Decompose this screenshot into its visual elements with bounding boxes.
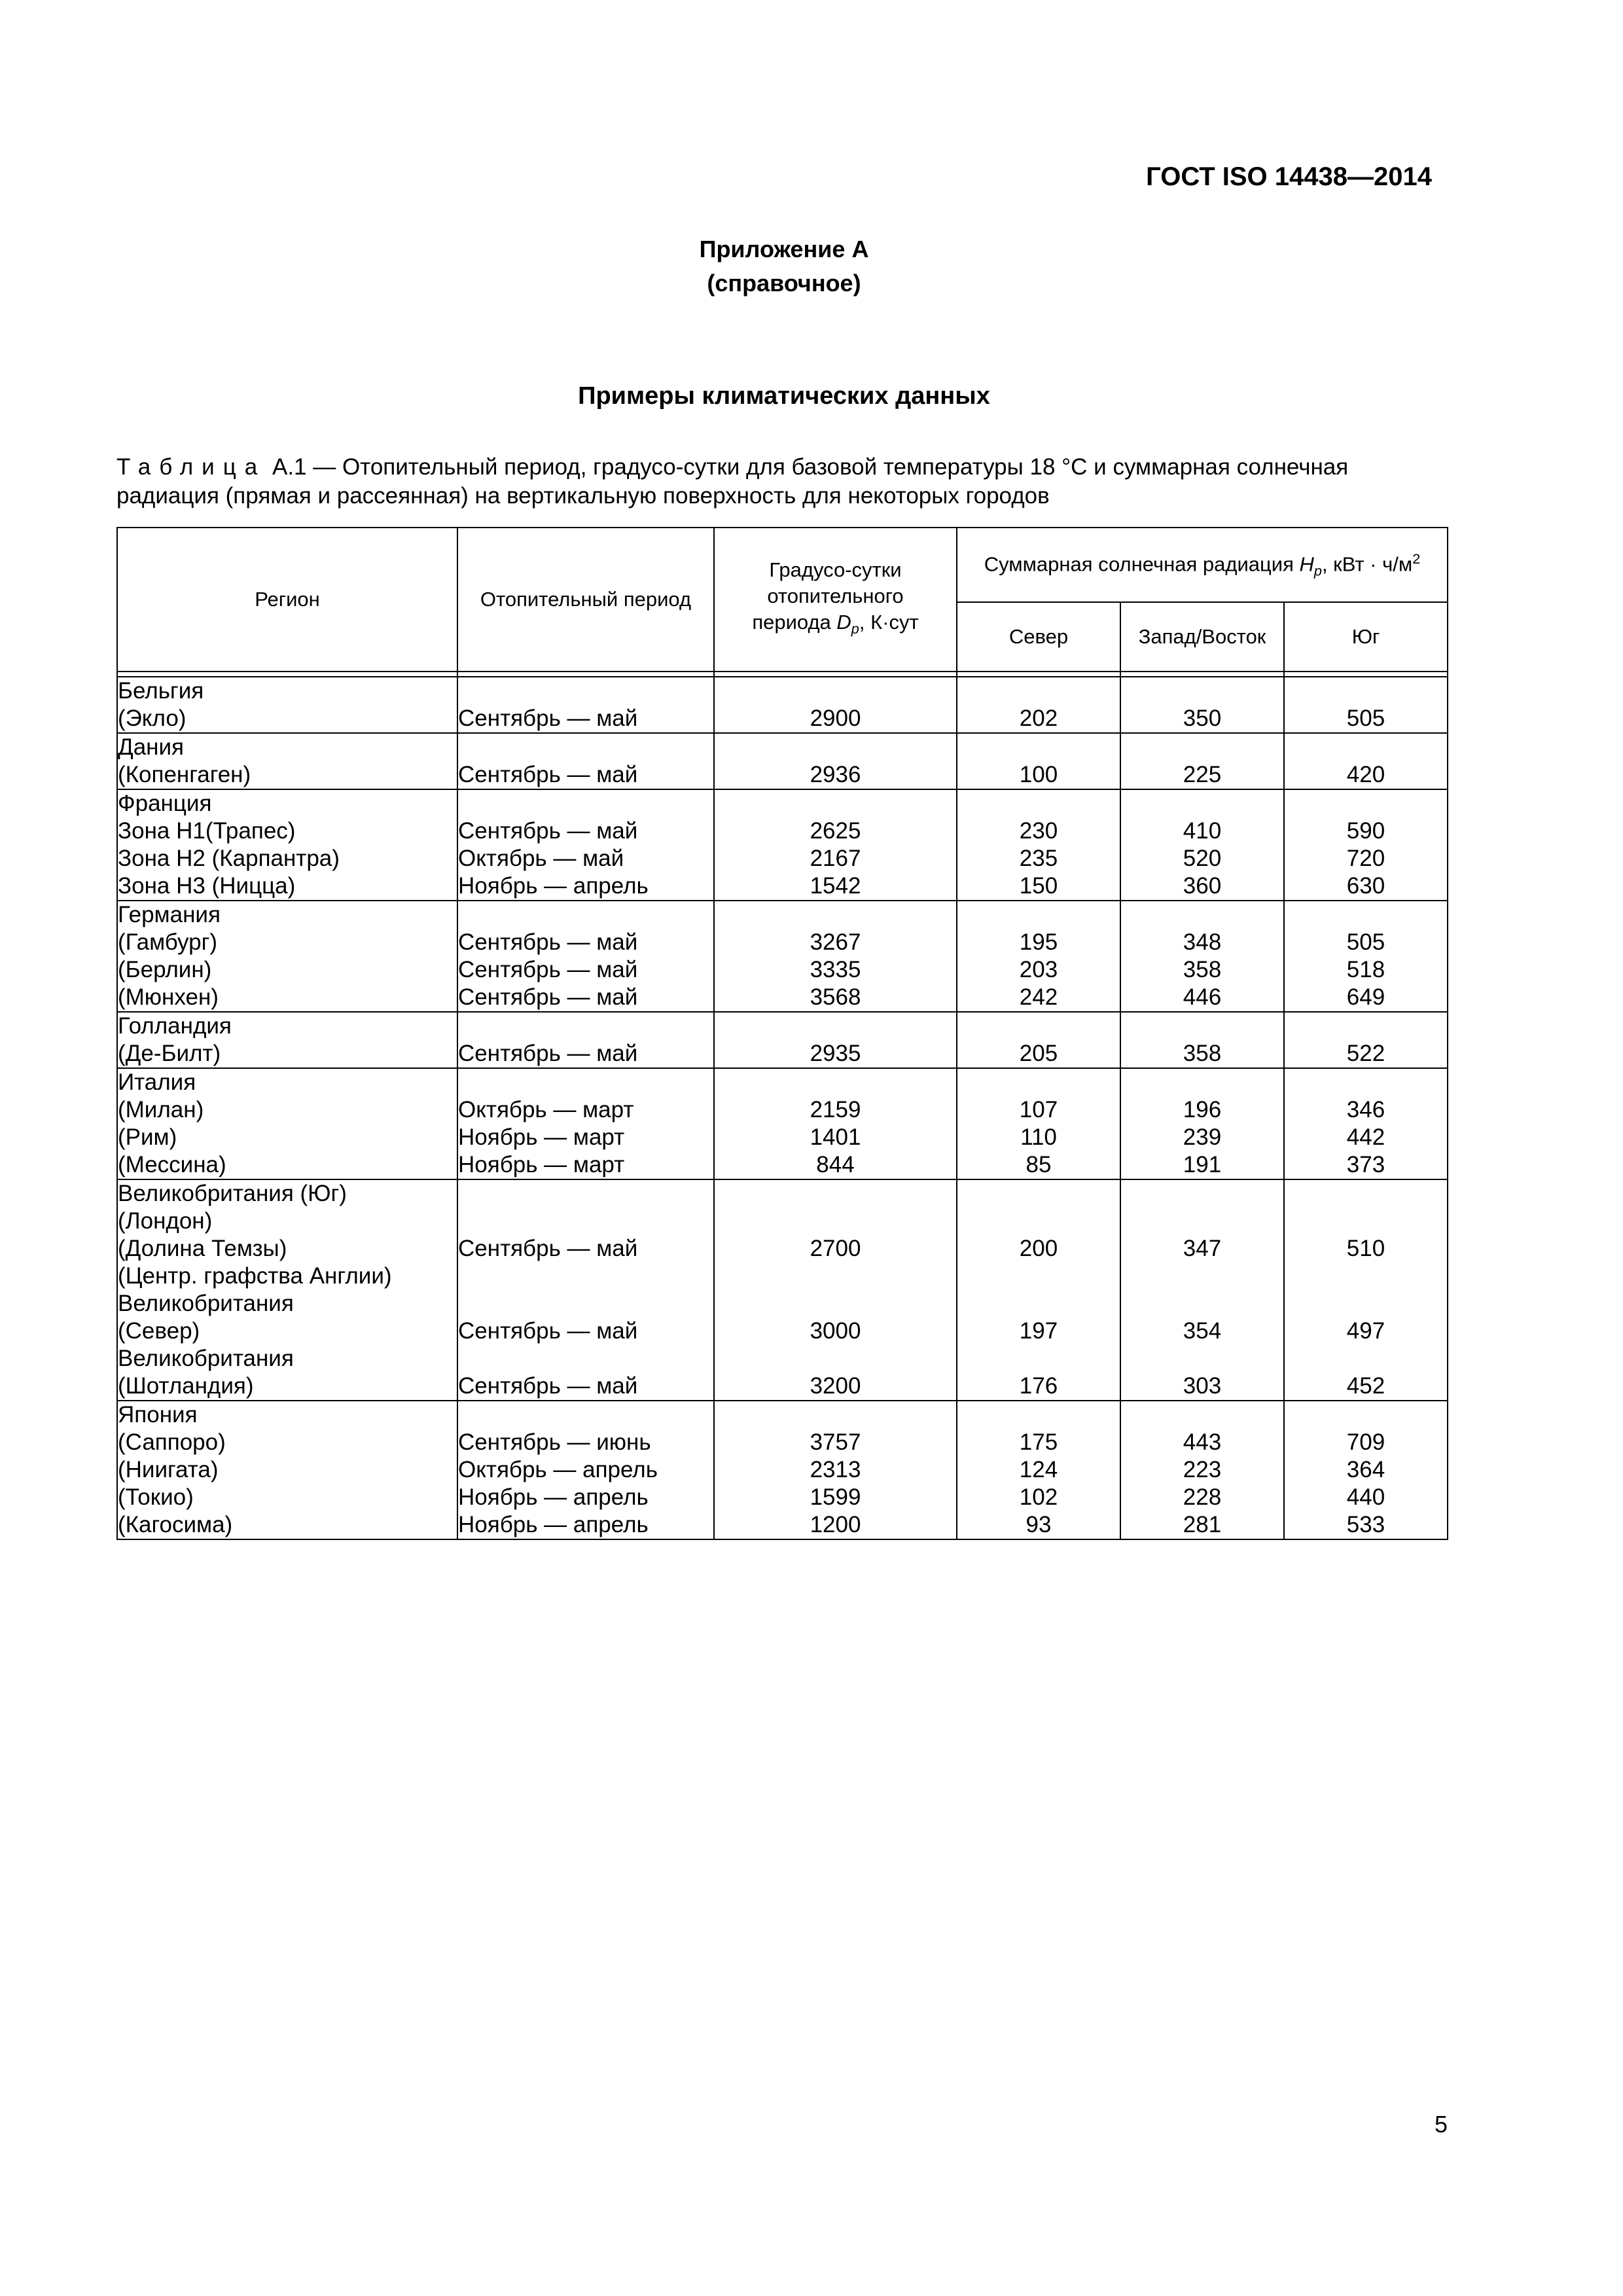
header-separator [1284,672,1448,677]
cell-line [715,677,956,705]
cell-line [458,790,713,817]
degree-days-cell [714,1012,957,1068]
header-solar-text: Суммарная солнечная радиация [984,552,1300,576]
cell-line: 175 [1019,1429,1058,1455]
cell-line [957,1263,1120,1290]
north-cell [957,901,1120,1012]
region-cell [117,677,457,733]
cell-line: Сентябрь — май [458,818,638,844]
cell-line: 442 [1346,1124,1385,1150]
header-solar-unit: , кВт · ч/м [1321,552,1413,576]
cell-line: (Север) [118,1318,200,1344]
period-cell [457,1012,714,1068]
cell-line [1285,1180,1447,1208]
north-cell [957,789,1120,901]
cell-line: 195 [1019,929,1058,955]
period-cell [457,733,714,789]
cell-line: 443 [1183,1429,1222,1455]
cell-line: Зона Н2 (Карпантра) [118,846,340,871]
header-west-east: Запад/Восток [1120,602,1284,672]
appendix-title: Приложение А [699,236,869,262]
cell-line: 630 [1346,873,1385,899]
cell-line: 150 [1019,873,1058,899]
cell-line: 2313 [810,1457,861,1482]
cell-line: 360 [1183,873,1222,899]
cell-line [715,1069,956,1096]
cell-line [1121,1208,1283,1235]
table-row [117,733,1448,789]
cell-line [957,1345,1120,1372]
cell-line: Великобритания (Юг) [118,1181,347,1206]
south-cell [1284,1179,1448,1401]
cell-line: Сентябрь — май [458,1373,638,1399]
degree-days-cell [714,1179,957,1401]
cell-line: (Гамбург) [118,929,218,955]
cell-line: 3568 [810,984,861,1010]
cell-line: Сентябрь — май [458,984,638,1010]
cell-line: Сентябрь — май [458,1318,638,1344]
cell-line: 2936 [810,762,861,787]
cell-line [458,734,713,761]
cell-line [1285,734,1447,761]
cell-line: 346 [1346,1097,1385,1122]
cell-line [458,1401,713,1429]
cell-line [715,790,956,817]
cell-line: Сентябрь — май [458,957,638,982]
table-row [117,1179,1448,1401]
cell-line: 420 [1346,762,1385,787]
cell-line [1285,1345,1447,1372]
cell-line [957,1290,1120,1318]
table-row [117,901,1448,1012]
cell-line [1285,1290,1447,1318]
region-cell [117,1012,457,1068]
cell-line: Сентябрь — май [458,1041,638,1066]
header-separator [117,672,457,677]
appendix-heading [0,232,1568,300]
cell-line [957,1401,1120,1429]
south-cell [1284,1401,1448,1539]
header-solar-symbol: H [1299,552,1314,576]
degree-days-cell [714,901,957,1012]
period-cell [457,901,714,1012]
cell-line: 196 [1183,1097,1222,1122]
cell-line [1121,1013,1283,1040]
header-degree-days-unit: , К·сут [859,610,919,634]
cell-line: 1599 [810,1484,861,1510]
cell-line: Сентябрь — май [458,929,638,955]
cell-line: 350 [1183,706,1222,731]
header-solar-radiation [957,528,1448,602]
cell-line [715,1013,956,1040]
cell-line [1285,1401,1447,1429]
region-cell [117,1068,457,1179]
section-title: Примеры климатических данных [578,382,990,410]
cell-line [1121,1069,1283,1096]
west-east-cell [1120,1068,1284,1179]
cell-line: 230 [1019,818,1058,844]
north-cell [957,1012,1120,1068]
cell-line: 107 [1019,1097,1058,1122]
cell-line [957,1069,1120,1096]
cell-line: 223 [1183,1457,1222,1482]
cell-line: (Кагосима) [118,1512,233,1537]
north-cell [957,1179,1120,1401]
cell-line: (Милан) [118,1097,204,1122]
cell-line [1121,734,1283,761]
south-cell [1284,789,1448,901]
degree-days-cell [714,1068,957,1179]
cell-line [458,1013,713,1040]
cell-line: 3200 [810,1373,861,1399]
table-body [117,677,1448,1539]
cell-line: 590 [1346,818,1385,844]
cell-line: 358 [1183,957,1222,982]
cell-line [1285,1069,1447,1096]
cell-line [715,1401,956,1429]
north-cell [957,733,1120,789]
cell-line: 2167 [810,846,861,871]
cell-line: 303 [1183,1373,1222,1399]
header-separator [957,672,1120,677]
cell-line: 844 [816,1152,855,1177]
header-south: Юг [1284,602,1448,672]
cell-line: 510 [1346,1236,1385,1261]
cell-line: Октябрь — март [458,1097,634,1122]
header-degree-days-symbol: D [836,610,851,634]
cell-line: 520 [1183,846,1222,871]
cell-line: 228 [1183,1484,1222,1510]
cell-line: 410 [1183,818,1222,844]
cell-line [715,1290,956,1318]
cell-line: (Лондон) [118,1208,213,1234]
cell-line: Зона Н3 (Ницца) [118,873,296,899]
cell-line: 100 [1019,762,1058,787]
degree-days-cell [714,733,957,789]
cell-line: 1200 [810,1512,861,1537]
cell-line: (Берлин) [118,957,212,982]
cell-line [1121,790,1283,817]
period-cell [457,1401,714,1539]
south-cell [1284,901,1448,1012]
caption-label: Таблица [116,454,266,480]
cell-line: Ноябрь — апрель [458,873,649,899]
period-cell [457,677,714,733]
header-degree-days-sub: p [851,620,859,637]
north-cell [957,677,1120,733]
cell-line: 446 [1183,984,1222,1010]
cell-line: Бельгия [118,678,204,704]
cell-line: (Рим) [118,1124,177,1150]
cell-line: 347 [1183,1236,1222,1261]
cell-line [957,1208,1120,1235]
cell-line [458,1208,713,1235]
cell-line [1121,1180,1283,1208]
cell-line: 281 [1183,1512,1222,1537]
cell-line: 440 [1346,1484,1385,1510]
period-cell [457,789,714,901]
cell-line: 518 [1346,957,1385,982]
cell-line: 242 [1019,984,1058,1010]
cell-line: 202 [1019,706,1058,731]
cell-line: (Долина Темзы) [118,1236,287,1261]
cell-line [458,1069,713,1096]
cell-line: (Мюнхен) [118,984,219,1010]
cell-line: 2700 [810,1236,861,1261]
cell-line: 364 [1346,1457,1385,1482]
cell-line [715,1208,956,1235]
region-cell [117,1401,457,1539]
header-separator [1120,672,1284,677]
cell-line: 522 [1346,1041,1385,1066]
document-code: ГОСТ ISO 14438—2014 [1146,162,1432,191]
cell-line: 373 [1346,1152,1385,1177]
cell-line: Ноябрь — март [458,1152,625,1177]
cell-line: (Ниигата) [118,1457,219,1482]
cell-line [957,1180,1120,1208]
cell-line: 354 [1183,1318,1222,1344]
cell-line: Франция [118,791,212,816]
cell-line [1285,1208,1447,1235]
period-cell [457,1068,714,1179]
cell-line: (Мессина) [118,1152,226,1177]
table-row [117,1012,1448,1068]
period-cell [457,1179,714,1401]
cell-line: 2159 [810,1097,861,1122]
table-caption [116,453,1445,511]
header-degree-days [714,528,957,672]
cell-line: Ноябрь — апрель [458,1512,649,1537]
cell-line: 235 [1019,846,1058,871]
cell-line: 505 [1346,706,1385,731]
cell-line [715,1345,956,1372]
cell-line [1285,1263,1447,1290]
cell-line: Великобритания [118,1346,294,1371]
cell-line: (Де-Билт) [118,1041,221,1066]
cell-line: 3000 [810,1318,861,1344]
header-degree-days-line3: периода [752,610,837,634]
header-region: Регион [117,528,457,672]
degree-days-cell [714,789,957,901]
west-east-cell [1120,1012,1284,1068]
cell-line: (Саппоро) [118,1429,226,1455]
cell-line [715,734,956,761]
cell-line [1121,901,1283,929]
cell-line: 452 [1346,1373,1385,1399]
page-number: 5 [1434,2111,1448,2138]
cell-line [1121,677,1283,705]
region-cell [117,1179,457,1401]
cell-line: Ноябрь — март [458,1124,625,1150]
cell-line [957,1013,1120,1040]
cell-line: Германия [118,902,221,927]
cell-line: 3267 [810,929,861,955]
header-north: Север [957,602,1120,672]
cell-line: 533 [1346,1512,1385,1537]
west-east-cell [1120,1401,1284,1539]
cell-line [458,901,713,929]
cell-line: 720 [1346,846,1385,871]
cell-line: 505 [1346,929,1385,955]
cell-line: 102 [1019,1484,1058,1510]
cell-line [1285,677,1447,705]
degree-days-cell [714,1401,957,1539]
cell-line: Зона Н1(Трапес) [118,818,296,844]
cell-line [957,901,1120,929]
cell-line [715,1263,956,1290]
cell-line: 239 [1183,1124,1222,1150]
cell-line: 3757 [810,1429,861,1455]
cell-line: 205 [1019,1041,1058,1066]
cell-line: 124 [1019,1457,1058,1482]
cell-line [1121,1401,1283,1429]
cell-line: 93 [1026,1512,1052,1537]
south-cell [1284,733,1448,789]
cell-line [1121,1290,1283,1318]
cell-line: Сентябрь — май [458,706,638,731]
region-cell [117,901,457,1012]
west-east-cell [1120,677,1284,733]
cell-line [1121,1263,1283,1290]
header-degree-days-line1: Градусо-сутки [769,558,902,581]
header-solar-sup: 2 [1412,550,1421,567]
cell-line: Великобритания [118,1291,294,1316]
cell-line: 709 [1346,1429,1385,1455]
cell-line: 200 [1019,1236,1058,1261]
cell-line [1285,901,1447,929]
climate-data-table [116,527,1448,1540]
cell-line [957,677,1120,705]
cell-line [458,1290,713,1318]
table-row [117,677,1448,733]
cell-line: Дания [118,734,185,760]
cell-line [458,1345,713,1372]
cell-line: Италия [118,1069,196,1095]
north-cell [957,1068,1120,1179]
cell-line: (Копенгаген) [118,762,251,787]
cell-line: 358 [1183,1041,1222,1066]
north-cell [957,1401,1120,1539]
cell-line: 348 [1183,929,1222,955]
west-east-cell [1120,1179,1284,1401]
cell-line [458,677,713,705]
degree-days-cell [714,677,957,733]
cell-line: Сентябрь — май [458,1236,638,1261]
cell-line: 649 [1346,984,1385,1010]
cell-line: 176 [1019,1373,1058,1399]
table-row [117,1401,1448,1539]
cell-line: (Токио) [118,1484,194,1510]
header-separator [714,672,957,677]
caption-text: А.1 — Отопительный период, градусо-сутки для базовой температуры 18 °С и суммарная солнечная радиация (прямая и рассеянная) на вертикальную поверхность для некоторых городов [116,454,1349,509]
south-cell [1284,1012,1448,1068]
cell-line: Япония [118,1402,198,1427]
header-solar-sub: p [1313,562,1322,579]
cell-line: 85 [1026,1152,1052,1177]
cell-line: 203 [1019,957,1058,982]
cell-line: Октябрь — май [458,846,624,871]
west-east-cell [1120,789,1284,901]
header-period: Отопительный период [457,528,714,672]
table-row [117,789,1448,901]
cell-line: Ноябрь — апрель [458,1484,649,1510]
cell-line [715,1180,956,1208]
cell-line: Сентябрь — май [458,762,638,787]
cell-line: 197 [1019,1318,1058,1344]
cell-line: Сентябрь — июнь [458,1429,651,1455]
cell-line: 1401 [810,1124,861,1150]
cell-line: 2625 [810,818,861,844]
region-cell [117,789,457,901]
header-separator [457,672,714,677]
cell-line [957,734,1120,761]
appendix-type: (справочное) [707,270,861,296]
cell-line: (Центр. графства Англии) [118,1263,392,1289]
cell-line [1285,1013,1447,1040]
cell-line [458,1263,713,1290]
cell-line: 1542 [810,873,861,899]
header-degree-days-line2: отопительного [767,584,904,607]
cell-line: (Экло) [118,706,187,731]
west-east-cell [1120,901,1284,1012]
cell-line: 191 [1183,1152,1222,1177]
cell-line: Голландия [118,1013,232,1039]
cell-line: Октябрь — апрель [458,1457,658,1482]
cell-line: 2935 [810,1041,861,1066]
cell-line [1121,1345,1283,1372]
west-east-cell [1120,733,1284,789]
cell-line: 2900 [810,706,861,731]
cell-line: (Шотландия) [118,1373,254,1399]
cell-line [957,790,1120,817]
cell-line: 225 [1183,762,1222,787]
south-cell [1284,677,1448,733]
cell-line: 3335 [810,957,861,982]
region-cell [117,733,457,789]
table-row [117,1068,1448,1179]
south-cell [1284,1068,1448,1179]
cell-line [715,901,956,929]
cell-line: 110 [1020,1124,1057,1150]
cell-line [458,1180,713,1208]
cell-line [1285,790,1447,817]
cell-line: 497 [1346,1318,1385,1344]
